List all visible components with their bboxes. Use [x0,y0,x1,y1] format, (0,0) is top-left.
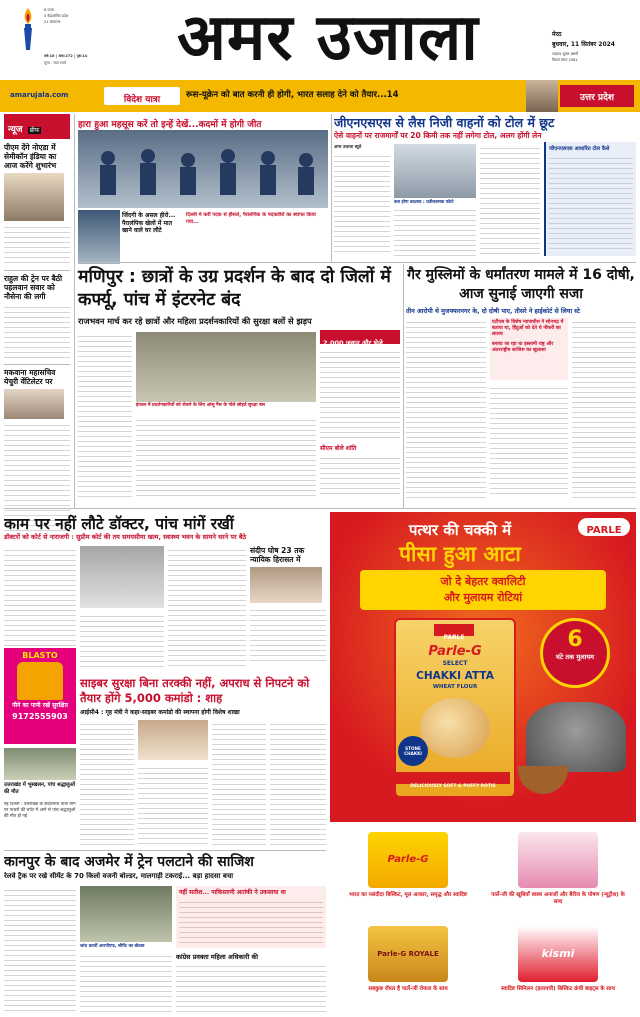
tagline-3: 21 संस्करण [44,20,61,24]
player-photo [78,210,120,264]
pack-parle-logo: PARLE [443,634,465,641]
kanpur-body-2 [80,952,172,1012]
yechury-photo [4,389,64,419]
divider [4,364,70,365]
brief-story-1-body [4,223,70,267]
column-divider [331,114,332,262]
parle-g-pack [368,832,448,888]
toll-points-lines [549,154,633,252]
toll-points-box [544,142,636,256]
parle-ad[interactable] [330,512,636,1013]
blasto-product: पीने का पानी रखें सुरक्षित [12,702,68,709]
kanpur-subhead: रेलवे ट्रैक पर रखे सीमेंट के 70 किलो वजनी बोल्डर, मालगाड़ी टकराई... बड़ा हादसा बचा [4,872,234,880]
kanpur-photo-caption: जांच करतीं आरपीएफ, सीमेंट का बोल्डर [80,944,145,949]
toll-subhead: ऐसे वाहनों पर राजमार्गों पर 20 किमी तक नहीं लगेगा टोल, अलग होंगी लेन [334,131,542,140]
manipur-subhead: राजभवन मार्च कर रहे छात्रों और महिला प्रदर्शनकारियों की सुरक्षा बलों से झड़प [78,316,312,326]
ticker[interactable]: रूस-यूक्रेन को बात करनी ही होगी, भारत सलाह देने को तैयार...14 [186,90,399,100]
state-label-box[interactable] [560,85,634,107]
nav-bar [0,80,640,112]
manipur-body-2 [136,416,316,498]
sports-quote: जिंदगी के असल हीरो... पैरालंपिक खेलों में मात खाने वाले घर लौटे [122,212,176,234]
conversion-subhead: तीन आरोपी थे मुजफ्फरनगर के, दो दोषी पाए, तीसरे ने हाईकोर्ट से लिया स्टे [406,308,580,315]
kanpur-body-3 [176,962,326,1012]
doctors-headline[interactable]: काम पर नहीं लौटे डॉक्टर, पांच मांगें रखीं [4,515,234,533]
kanpur-side-lines [179,898,323,946]
manipur-subhead-2: सीएम बोले शांति [320,445,357,452]
column-divider [403,264,404,508]
rail-track-photo [80,886,172,942]
conversion-body-2 [490,384,568,498]
atta-pack [394,618,516,798]
parle-sub-line-2: और मुलायम रोटियां [443,591,523,604]
commandos-subhead: आईसी4 : गृह मंत्री ने कहा-साइबर कमांडो की स्थापना होगी विशेष शाखा [80,709,240,716]
kanpur-side-head-2: कांग्रेस प्रवक्ता महिला अधिकारी की [176,953,259,961]
parle-sub-line-1: जो दे बेहतर क्वालिटी [440,575,526,588]
commandos-body-3 [212,720,266,848]
kismi-pack-label: kismi [541,947,575,960]
manipur-headline[interactable]: मणिपुर : छात्रों के उग्र प्रदर्शन के बाद दो जिलों में कर्फ्यू, पांच में इंटरनेट बंद [78,267,391,310]
sports-headline[interactable]: हारा हुआ महसूस करें तो इन्हें देखें...कदमों में होगी जीत [78,120,262,130]
brief-label: न्यूज [8,125,23,135]
row-divider [78,262,636,263]
kanpur-side-headline: नहीं सतीश... पाकिस्तानी आतंकी ने उकसाया था [179,889,286,896]
conversion-body-3 [572,318,636,498]
toll-points-title: जीएनएसएस आधारित टोल कैसे [549,146,610,152]
conversion-point-1: एटीएस के विशेष न्यायाधीश ने सोनभद्र में बताया था, हिंदुओं को देते थे नौकरी का लालच [492,320,564,338]
parle-g-pack-label: Parle-G [387,854,429,865]
landslide-photo [4,748,76,780]
section-label-text: विदेश यात्रा [123,95,161,105]
commandos-body-4 [270,720,326,848]
brief-story-2-body [4,303,70,361]
soft-badge-number: 6 [567,627,583,652]
divider [4,270,70,271]
team-figures [78,130,328,208]
calendar-line-1: भाद्रपद शुक्ल अष्टमी [552,52,579,56]
stone-chakki-icon [526,702,626,772]
conversion-headline[interactable]: गैर मुस्लिमों के धर्मांतरण मामले में 16 दोषी, आज सुनाई जाएगी सजा [407,267,635,302]
doctors-side-box-head: संदीप घोष 23 तक न्यायिक हिरासत में [250,546,305,564]
manipur-photo [136,332,316,402]
manipur-stat-text: 2,000 जवान और भेजे [323,339,383,347]
kanpur-side-box [176,886,326,948]
manipur-photo-caption: इंफाल में प्रदर्शनकारियों को रोकने के लिए आंसू गैस के गोले छोड़ते सुरक्षा बल [136,403,265,408]
pack-brand: Parle-G [428,644,482,659]
tagline-2: 3 केंद्रशासित प्रदेश [44,14,69,18]
section-label[interactable] [104,87,180,105]
nutri-pack [518,832,598,888]
soft-badge-text: घंटे तक मुलायम [556,653,594,661]
sports-caption: दिल्ली में करीं पदक से हौसले, पैरालंपिक के पदकवीरों का स्वागत किया गया... [186,212,316,225]
manipur-body-3 [320,348,400,442]
blasto-phone: 9172555903 [12,711,68,721]
conversion-body-1 [406,318,486,498]
paralympic-photo [78,130,328,208]
parle-logo: PARLE [586,525,622,536]
biscuit-1-caption: भारत का पसंदीदा बिस्किट, मूल आकार, समृद्ध और स्वादिष्ट [348,892,468,898]
pack-name: CHAKKI ATTA [416,670,494,682]
kanpur-body-1 [4,886,76,1012]
pack-tag: DELICIOUSLY SOFT & PUFFY ROTIS [410,784,496,789]
kismi-pack [518,926,598,982]
masthead [0,0,640,78]
toll-body-3 [480,144,540,256]
date: बुधवार, 11 सितंबर 2024 [552,41,615,48]
brief-story-1-head[interactable]: पीएम देंगे नोएडा में सेमीकॉन इंडिया का आज करेंगे शुभारंभ [4,143,57,170]
jaishankar-photo [526,80,558,112]
column-divider [74,114,75,508]
parle-top-line-1: पत्थर की चक्की में [408,521,512,539]
stone-badge [398,736,428,766]
royale-pack-label: Parle-G ROYALE [377,950,439,958]
parle-g-biscuit-tile[interactable] [338,830,478,914]
pack-tag-band [396,772,510,789]
stone-badge-text: STONE CHAKKI [404,746,422,756]
nutri-biscuit-tile[interactable] [488,830,628,914]
toll-body-1 [334,152,390,256]
doctors-subhead: डॉक्टरों को कोर्ट से नाराजगी : सुप्रीम कोर्ट की तय समयसीमा खत्म, स्वास्थ्य भवन के सामने धरने पर बैठे [4,533,247,541]
tank-icon [17,662,63,700]
state-label: उत्तर प्रदेश [580,93,614,103]
landslide-caption: उत्तराखंड में भूस्खलन, पांच श्रद्धालुओं की मौत [4,782,76,795]
brief-tag: ब्रीफ [29,127,40,134]
brief-story-2-head[interactable]: राहुल की ट्रेन पर बैठी पहलवान सवार को नौसेना की लगी [4,274,63,301]
shah-photo [138,720,208,760]
soft-badge [540,618,610,688]
tagline-1: 6 राज्य [44,8,54,12]
royale-pack [368,926,448,982]
landslide-story: नई दिल्ली : उत्तराखंड के केदारनाथ यात्रा मार्ग पर पत्थरों की चपेट में आने से पांच श्रद्धालुओं की मौत हो गई [4,802,76,819]
price-line: मूल्य : सात रुपये [44,61,67,65]
toll-body-2 [394,206,476,256]
row-divider [4,508,636,509]
toll-headline[interactable]: जीएनएसएस से लैस निजी वाहनों को टोल में छूट [334,115,555,130]
biscuit-2-caption: पार्ले-जी की खूबियाँ स्वस्थ अनाजों और बैरीज के पोषण (न्यूट्रीश) के साथ [491,892,625,905]
pack-select: SELECT [442,660,468,667]
ghosh-photo [250,567,322,603]
conversion-points [490,318,568,380]
doctors-body-2 [80,612,164,670]
kismi-biscuit-tile[interactable] [488,924,628,1008]
doctors-photo [80,546,164,608]
pack-parle-tab [434,624,474,641]
royale-biscuit-tile[interactable] [338,924,478,1008]
doctors-body-1 [4,546,76,646]
logo[interactable]: अमर उजाला [177,0,479,75]
site-link[interactable]: amarujala.com [10,91,69,99]
manipur-body-4 [320,454,400,498]
biscuit-4-caption: स्वादिष्ट सिमिलन (इलायची) बिस्किट क्रंची बाइट्स के साथ [501,986,615,992]
doctors-side-box-body [250,606,326,662]
row-divider [4,850,326,851]
manipur-body-1 [78,332,132,498]
parle-logo-badge [578,518,630,536]
commandos-body-2 [138,764,208,848]
biscuit-3-caption: सबकुछ रॉयल है पार्ले-जी रोयाल के साथ [368,986,448,992]
toll-byline: अमर उजाला ब्यूरो [334,144,362,149]
conversion-point-2: बनाया जा रहा था इस्लामी राष्ट्र और अंतरराष्ट्रीय साजिश का खुलासा [492,341,554,353]
highway-photo [394,144,476,198]
doctors-side-box [250,546,326,670]
brief-story-3-head[interactable]: मकवाना महासचिव येचुरी वेंटिलेटर पर [4,368,56,386]
issue-line: वर्ष:16 | अंक:272 | पृष्ठ:14 [44,54,88,58]
torch-icon [18,6,38,52]
city: मेरठ [552,31,562,38]
doctors-body-3 [168,546,246,670]
roti-icon [420,698,490,758]
toll-photo-caption: कब होगा बदलाव : प्रतीकात्मक फोटो [394,200,454,205]
parle-top-line-2: पीसा हुआ आटा [399,542,521,566]
pack-sub: WHEAT FLOUR [432,684,478,690]
brief-header [4,114,70,139]
kanpur-headline[interactable]: कानपुर के बाद अजमेर में ट्रेन पलटाने की साजिश [4,854,254,870]
manipur-stat-box [320,330,400,347]
calendar-line-2: विक्रम संवत 2081 [552,58,578,62]
blasto-brand: BLASTO [22,651,58,660]
commandos-body-1 [80,720,134,848]
pm-photo [4,173,64,221]
blasto-ad[interactable] [4,648,76,744]
commandos-headline[interactable]: साइबर सुरक्षा बिना तरक्की नहीं, अपराध से निपटने को तैयार होंगे 5,000 कमांडो : शाह [80,676,310,705]
